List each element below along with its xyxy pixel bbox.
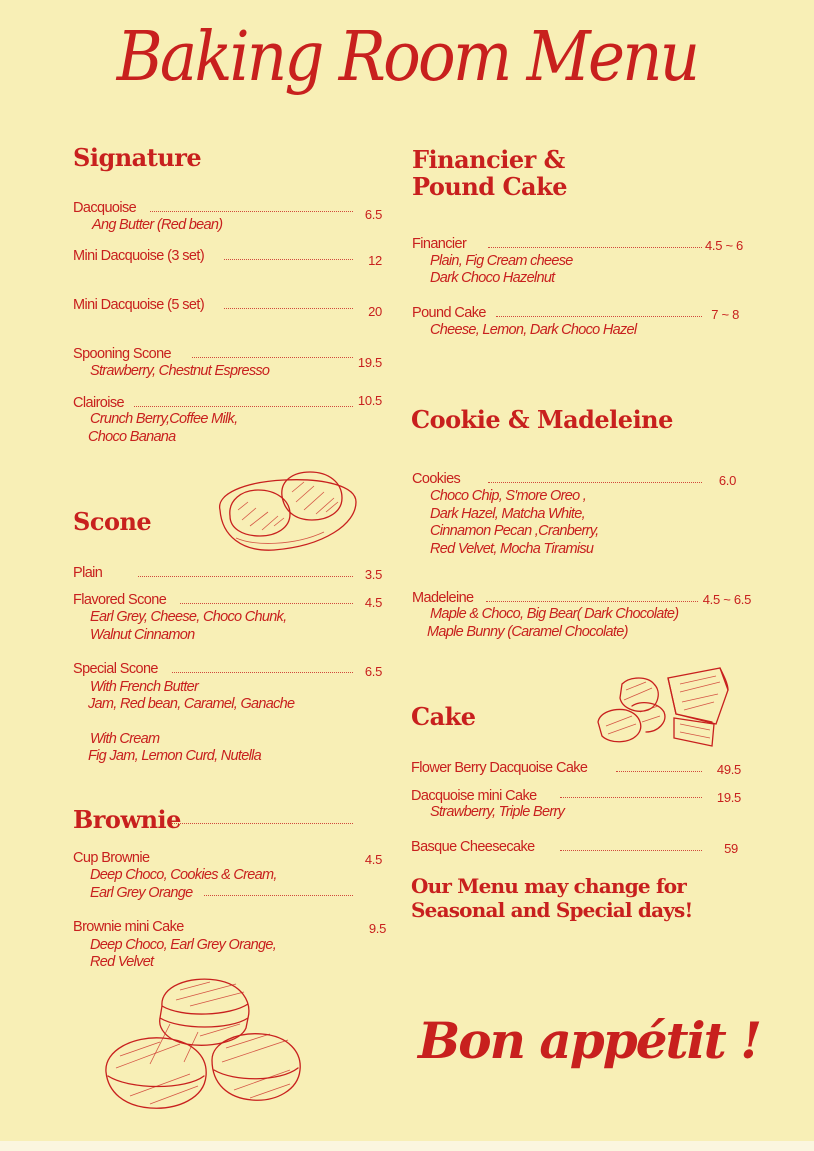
item-name: Special Scone xyxy=(73,661,158,677)
item-description: With French Butter xyxy=(90,679,199,695)
item-name: Plain xyxy=(73,565,103,581)
section-heading-financier-line1: Financier & xyxy=(412,145,565,174)
item-name: Pound Cake xyxy=(412,305,486,321)
item-description: Red Velvet xyxy=(90,954,154,970)
section-heading-scone: Scone xyxy=(73,507,152,536)
item-description: Walnut Cinnamon xyxy=(90,627,195,643)
item-description: Cinnamon Pecan ,Cranberry, xyxy=(430,523,599,539)
item-name: Basque Cheesecake xyxy=(411,839,535,855)
item-description: Red Velvet, Mocha Tiramisu xyxy=(430,541,594,557)
dot-leader xyxy=(496,316,702,317)
dot-leader xyxy=(488,482,702,483)
scone-sketch-illustration xyxy=(214,466,360,554)
cake-slice-sketch-illustration xyxy=(592,662,732,752)
section-heading-financier-line2: Pound Cake xyxy=(412,172,567,201)
dot-leader xyxy=(134,406,353,407)
item-price: 6.5 xyxy=(364,664,382,679)
item-description: Cheese, Lemon, Dark Choco Hazel xyxy=(430,322,637,338)
item-description: Strawberry, Triple Berry xyxy=(430,804,565,820)
item-price: 12 xyxy=(368,253,382,268)
item-price: 6.5 xyxy=(364,207,382,222)
item-name: Brownie mini Cake xyxy=(73,919,184,935)
item-price: 6.0 xyxy=(718,473,736,488)
dot-leader xyxy=(224,259,353,260)
closing-greeting: Bon appétit ! xyxy=(418,1011,761,1070)
item-name: Dacquoise xyxy=(73,200,137,216)
menu-title: Baking Room Menu xyxy=(116,18,698,97)
item-description: Jam, Red bean, Caramel, Ganache xyxy=(88,696,295,712)
item-name: Clairoise xyxy=(73,395,125,411)
item-description: Earl Grey, Cheese, Choco Chunk, xyxy=(90,609,287,625)
item-description: Dark Choco Hazelnut xyxy=(430,270,555,286)
item-price: 4.5 ~ 6.5 xyxy=(702,592,751,607)
item-name: Flavored Scone xyxy=(73,592,167,608)
item-name: Cookies xyxy=(412,471,461,487)
section-heading-signature: Signature xyxy=(73,143,202,172)
item-description: Fig Jam, Lemon Curd, Nutella xyxy=(88,748,262,764)
item-description: Deep Choco, Earl Grey Orange, xyxy=(90,937,277,953)
item-description: With Cream xyxy=(90,731,160,747)
item-description: Crunch Berry,Coffee Milk, xyxy=(90,411,238,427)
dot-leader xyxy=(560,850,702,851)
item-price: 59 xyxy=(724,841,738,856)
dot-leader xyxy=(486,601,698,602)
item-description: Ang Butter (Red bean) xyxy=(92,217,223,233)
dot-leader xyxy=(488,247,702,248)
item-price: 19.5 xyxy=(357,355,382,370)
item-name: Cup Brownie xyxy=(73,850,150,866)
item-price: 49.5 xyxy=(716,762,741,777)
item-price: 19.5 xyxy=(716,790,741,805)
item-description: Deep Choco, Cookies & Cream, xyxy=(90,867,277,883)
item-name: Spooning Scone xyxy=(73,346,172,362)
menu-change-notice-line2: Seasonal and Special days! xyxy=(411,898,693,922)
item-name: Financier xyxy=(412,236,467,252)
section-heading-brownie: Brownie xyxy=(73,805,181,834)
item-price: 4.5 xyxy=(364,852,382,867)
item-description: Choco Banana xyxy=(88,429,176,445)
dot-leader xyxy=(204,895,353,896)
item-name: Dacquoise mini Cake xyxy=(411,788,537,804)
section-heading-cookie-madeleine: Cookie & Madeleine xyxy=(411,405,673,434)
menu-change-notice-line1: Our Menu may change for xyxy=(411,874,687,898)
macaron-sketch-illustration xyxy=(100,972,306,1116)
item-price: 4.5 ~ 6 xyxy=(704,238,743,253)
dot-leader xyxy=(172,672,353,673)
item-price: 4.5 xyxy=(364,595,382,610)
section-heading-cake: Cake xyxy=(411,702,476,731)
item-description: Maple & Choco, Big Bear( Dark Chocolate) xyxy=(430,606,679,622)
dot-leader xyxy=(192,357,353,358)
item-price: 20 xyxy=(368,304,382,319)
bottom-page-edge xyxy=(0,1141,814,1151)
dot-leader xyxy=(224,308,353,309)
item-description: Dark Hazel, Matcha White, xyxy=(430,506,585,522)
item-name: Flower Berry Dacquoise Cake xyxy=(411,760,588,776)
dot-leader xyxy=(180,603,353,604)
dot-leader xyxy=(560,797,702,798)
item-price: 7 ~ 8 xyxy=(711,307,739,322)
dot-leader xyxy=(150,211,353,212)
item-description: Earl Grey Orange xyxy=(90,885,193,901)
item-price: 10.5 xyxy=(357,393,382,408)
item-description: Plain, Fig Cream cheese xyxy=(430,253,573,269)
dot-leader xyxy=(138,576,353,577)
item-name: Mini Dacquoise (5 set) xyxy=(73,297,205,313)
item-price: 9.5 xyxy=(368,921,386,936)
item-name: Mini Dacquoise (3 set) xyxy=(73,248,205,264)
item-description: Choco Chip, S'more Oreo , xyxy=(430,488,587,504)
item-description: Strawberry, Chestnut Espresso xyxy=(90,363,270,379)
dot-leader xyxy=(170,823,353,824)
item-price: 3.5 xyxy=(364,567,382,582)
item-description: Maple Bunny (Caramel Chocolate) xyxy=(427,624,628,640)
item-name: Madeleine xyxy=(412,590,474,606)
